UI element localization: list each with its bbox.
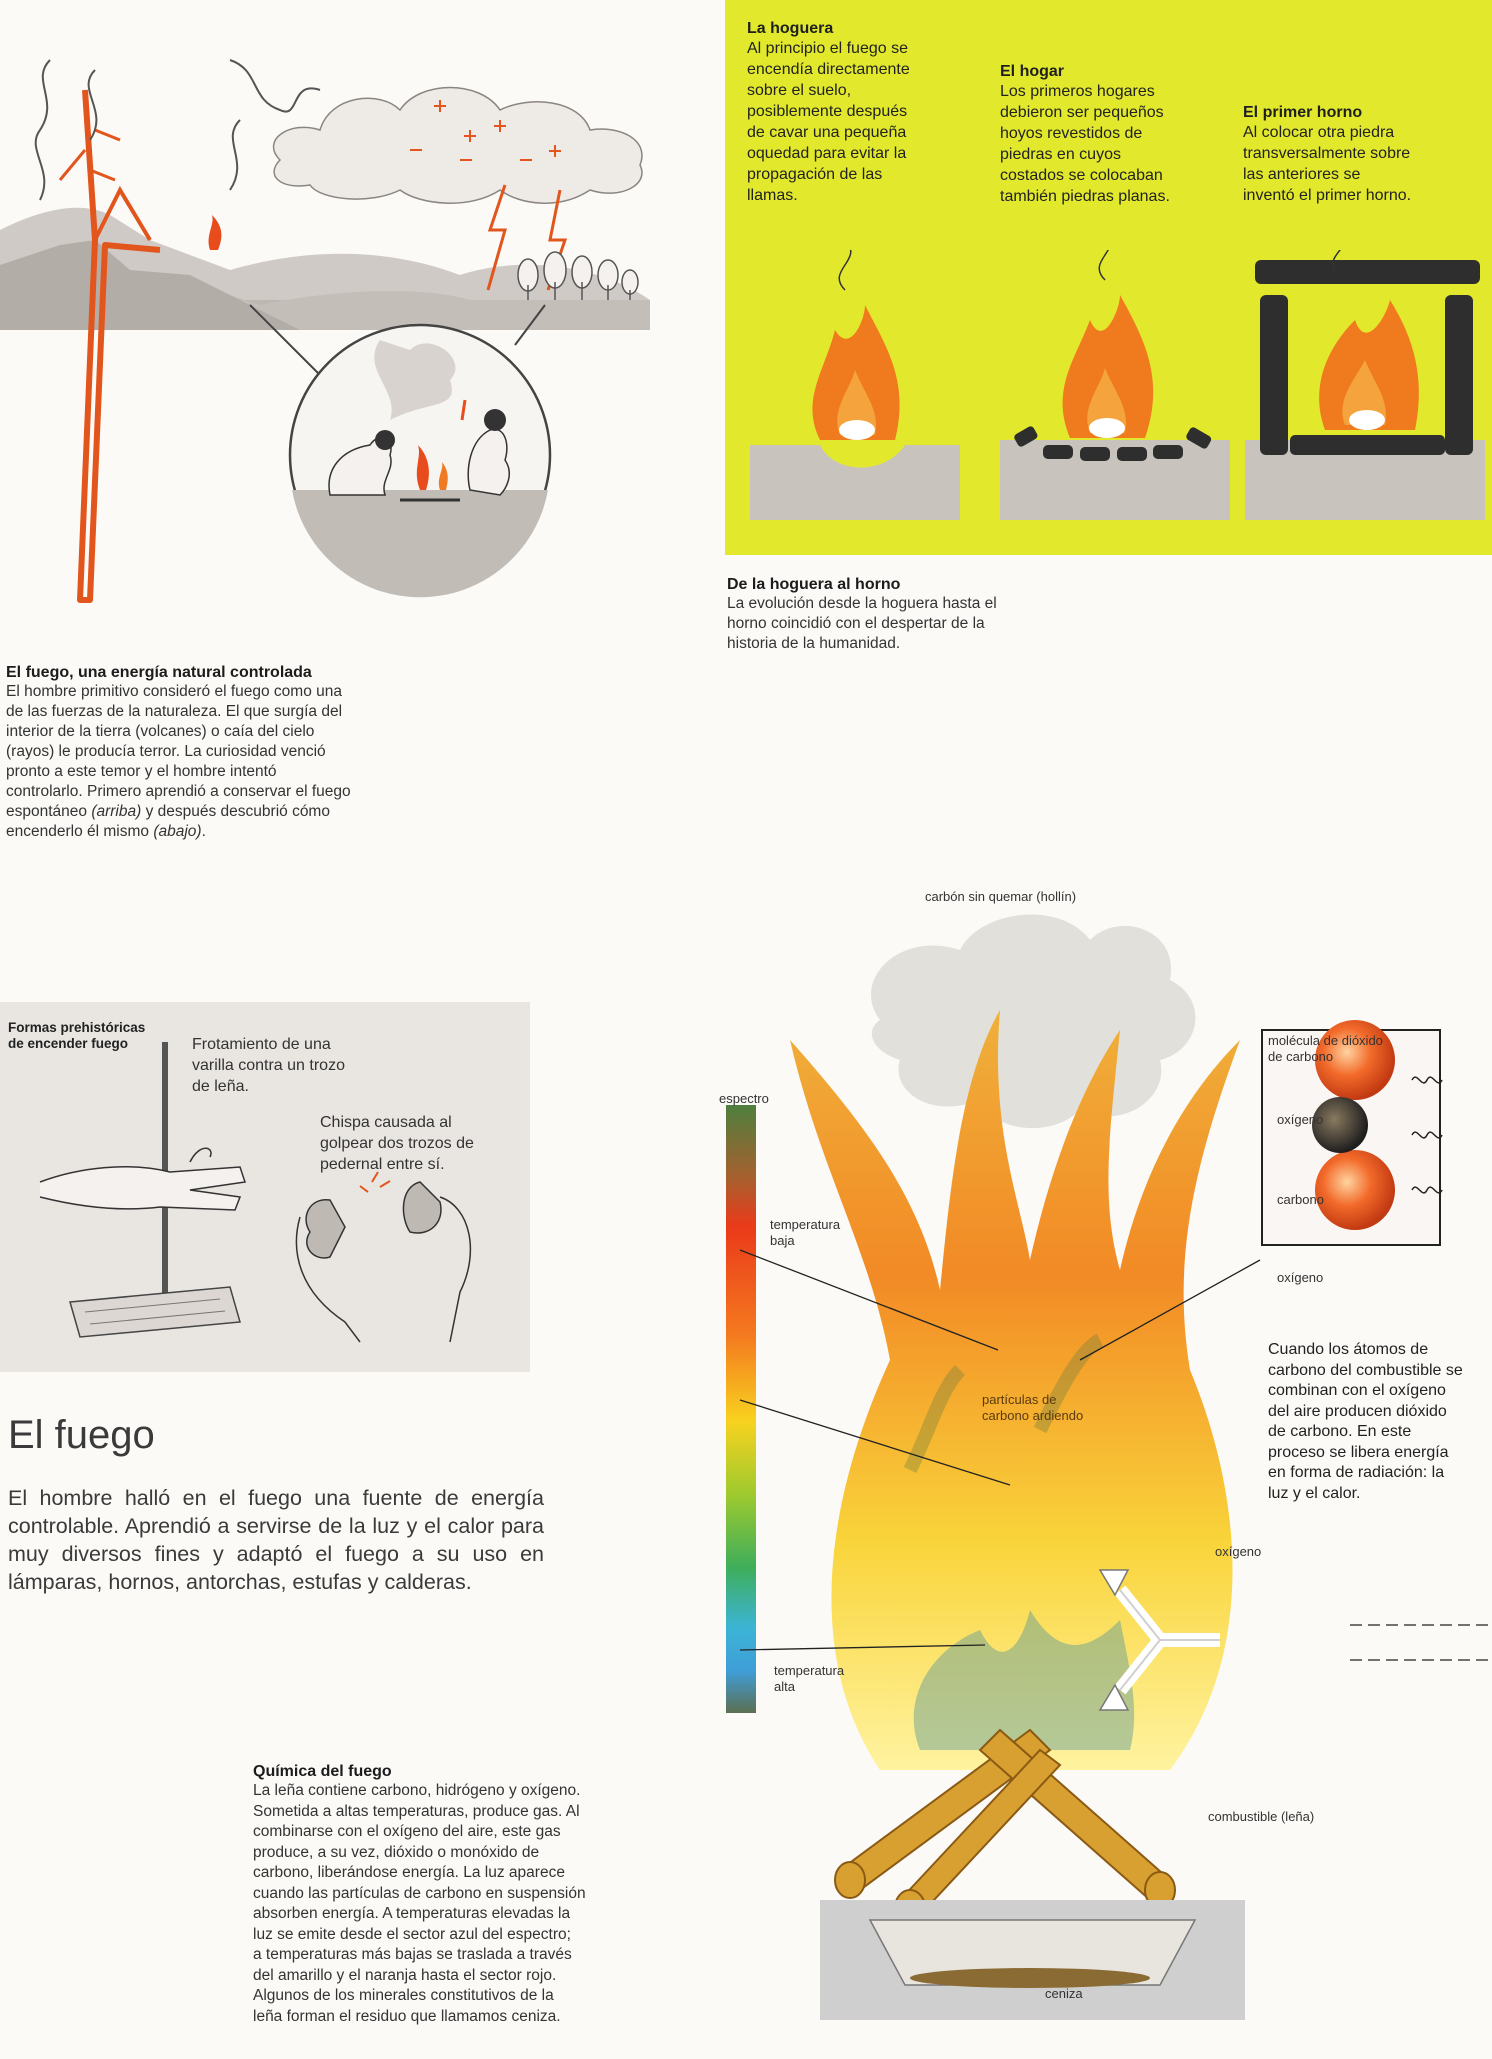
hearth-stages-illustration bbox=[725, 250, 1492, 555]
combustible-label: combustible (leña) bbox=[1208, 1809, 1315, 1824]
oxigeno-arrow-label: oxígeno bbox=[1215, 1544, 1262, 1559]
hogar-body: Los primeros hogares debieron ser pequeños hoyos revestidos de piedras en cuyos costados se colocaban también piedras planas. bbox=[1000, 83, 1170, 205]
temp-baja-label: temperatura baja bbox=[770, 1217, 841, 1248]
mol-carbono-label: carbono bbox=[1277, 1192, 1324, 1207]
varilla-label: Frotamiento de una varilla contra un trozo de leña. bbox=[192, 1036, 345, 1095]
volcano-illustration bbox=[0, 0, 720, 660]
caption-title: De la hoguera al horno bbox=[727, 576, 901, 593]
energia-caption bbox=[6, 664, 466, 842]
hoguera-text bbox=[747, 20, 967, 206]
particulas-label: partículas de carbono ardiendo bbox=[982, 1392, 1084, 1423]
ceniza-label: ceniza bbox=[1045, 1986, 1083, 2001]
hogar-title: El hogar bbox=[1000, 63, 1065, 80]
friction-panel-title: Formas prehistóricas de encender fuego bbox=[8, 1020, 146, 1051]
molecula-label: molécula de dióxido de carbono bbox=[1268, 1033, 1383, 1064]
horno-title: El primer horno bbox=[1243, 104, 1363, 121]
hogar-text bbox=[1000, 63, 1230, 207]
hoguera-body: Al principio el fuego se encendía directamente sobre el suelo, posiblemente después de cavar una pequeña oquedad para evitar la propagación de las llamas. bbox=[747, 40, 910, 204]
caption-body: La evolución desde la hoguera hasta el horno coincidió con el despertar de la historia de la humanidad. bbox=[727, 595, 997, 652]
temp-alta-label: temperatura alta bbox=[774, 1663, 845, 1694]
hoguera-title: La hoguera bbox=[747, 20, 834, 37]
quimica-caption bbox=[253, 1763, 683, 2027]
mol-oxigeno-top-label: oxígeno bbox=[1277, 1112, 1324, 1127]
intro-text: El hombre halló en el fuego una fuente de energía controlable. Aprendió a servirse de la luz y el calor para muy diversos fines y adaptó el fuego a su uso en lámparas, hornos, antorchas, estufas y calderas. bbox=[8, 1486, 544, 1594]
hollin-label: carbón sin quemar (hollín) bbox=[925, 889, 1077, 904]
page-title: El fuego bbox=[8, 1413, 155, 1457]
caption-title: Química del fuego bbox=[253, 1763, 392, 1780]
horno-text bbox=[1243, 104, 1483, 206]
horno-body: Al colocar otra piedra transversalmente sobre las anteriores se inventó el primer horno. bbox=[1243, 124, 1412, 204]
caption-body: El hombre primitivo consideró el fuego como una de las fuerzas de la naturaleza. El que surgía del interior de la tierra (volcanes) o caía del cielo (rayos) le producía terror. La curiosidad venció pronto a este temor y el hombre intentó controlarlo. Primero aprendió a conservar el fuego espontáneo (arriba) y después descubrió cómo encenderlo él mismo (abajo). bbox=[6, 683, 351, 840]
mol-oxigeno-bottom-label: oxígeno bbox=[1277, 1270, 1324, 1285]
hearth-evolution-panel bbox=[725, 0, 1492, 555]
co2-explanation: Cuando los átomos de carbono del combustible se combinan con el oxígeno del aire producen dióxido de carbono. En este proceso se libera energía en forma de radiación: la luz y el calor. bbox=[1268, 1341, 1463, 1502]
caption-title: El fuego, una energía natural controlada bbox=[6, 664, 312, 681]
espectro-label: espectro bbox=[719, 1091, 769, 1106]
caption-body: La leña contiene carbono, hidrógeno y oxígeno. Sometida a altas temperaturas, produce gas. Al combinarse con el oxígeno del aire, este gas produce, a su vez, dióxido o monóxido de carbono, liberándose energía. La luz aparece cuando las partículas de carbono en suspensión absorben energía. A temperaturas elevadas la luz se emite desde el sector azul del espectro; a temperaturas más bajas se traslada a través del amarillo y el naranja hasta el sector rojo. Algunos de los minerales constitutivos de la leña forman el residuo que llamamos ceniza. bbox=[253, 1782, 586, 2025]
chispa-label: Chispa causada al golpear dos trozos de pedernal entre sí. bbox=[320, 1114, 474, 1173]
fire-methods-illustration bbox=[0, 1002, 530, 1372]
hoguera-horno-caption bbox=[727, 576, 1127, 654]
prehistoric-fire-methods-panel bbox=[0, 1002, 530, 1372]
